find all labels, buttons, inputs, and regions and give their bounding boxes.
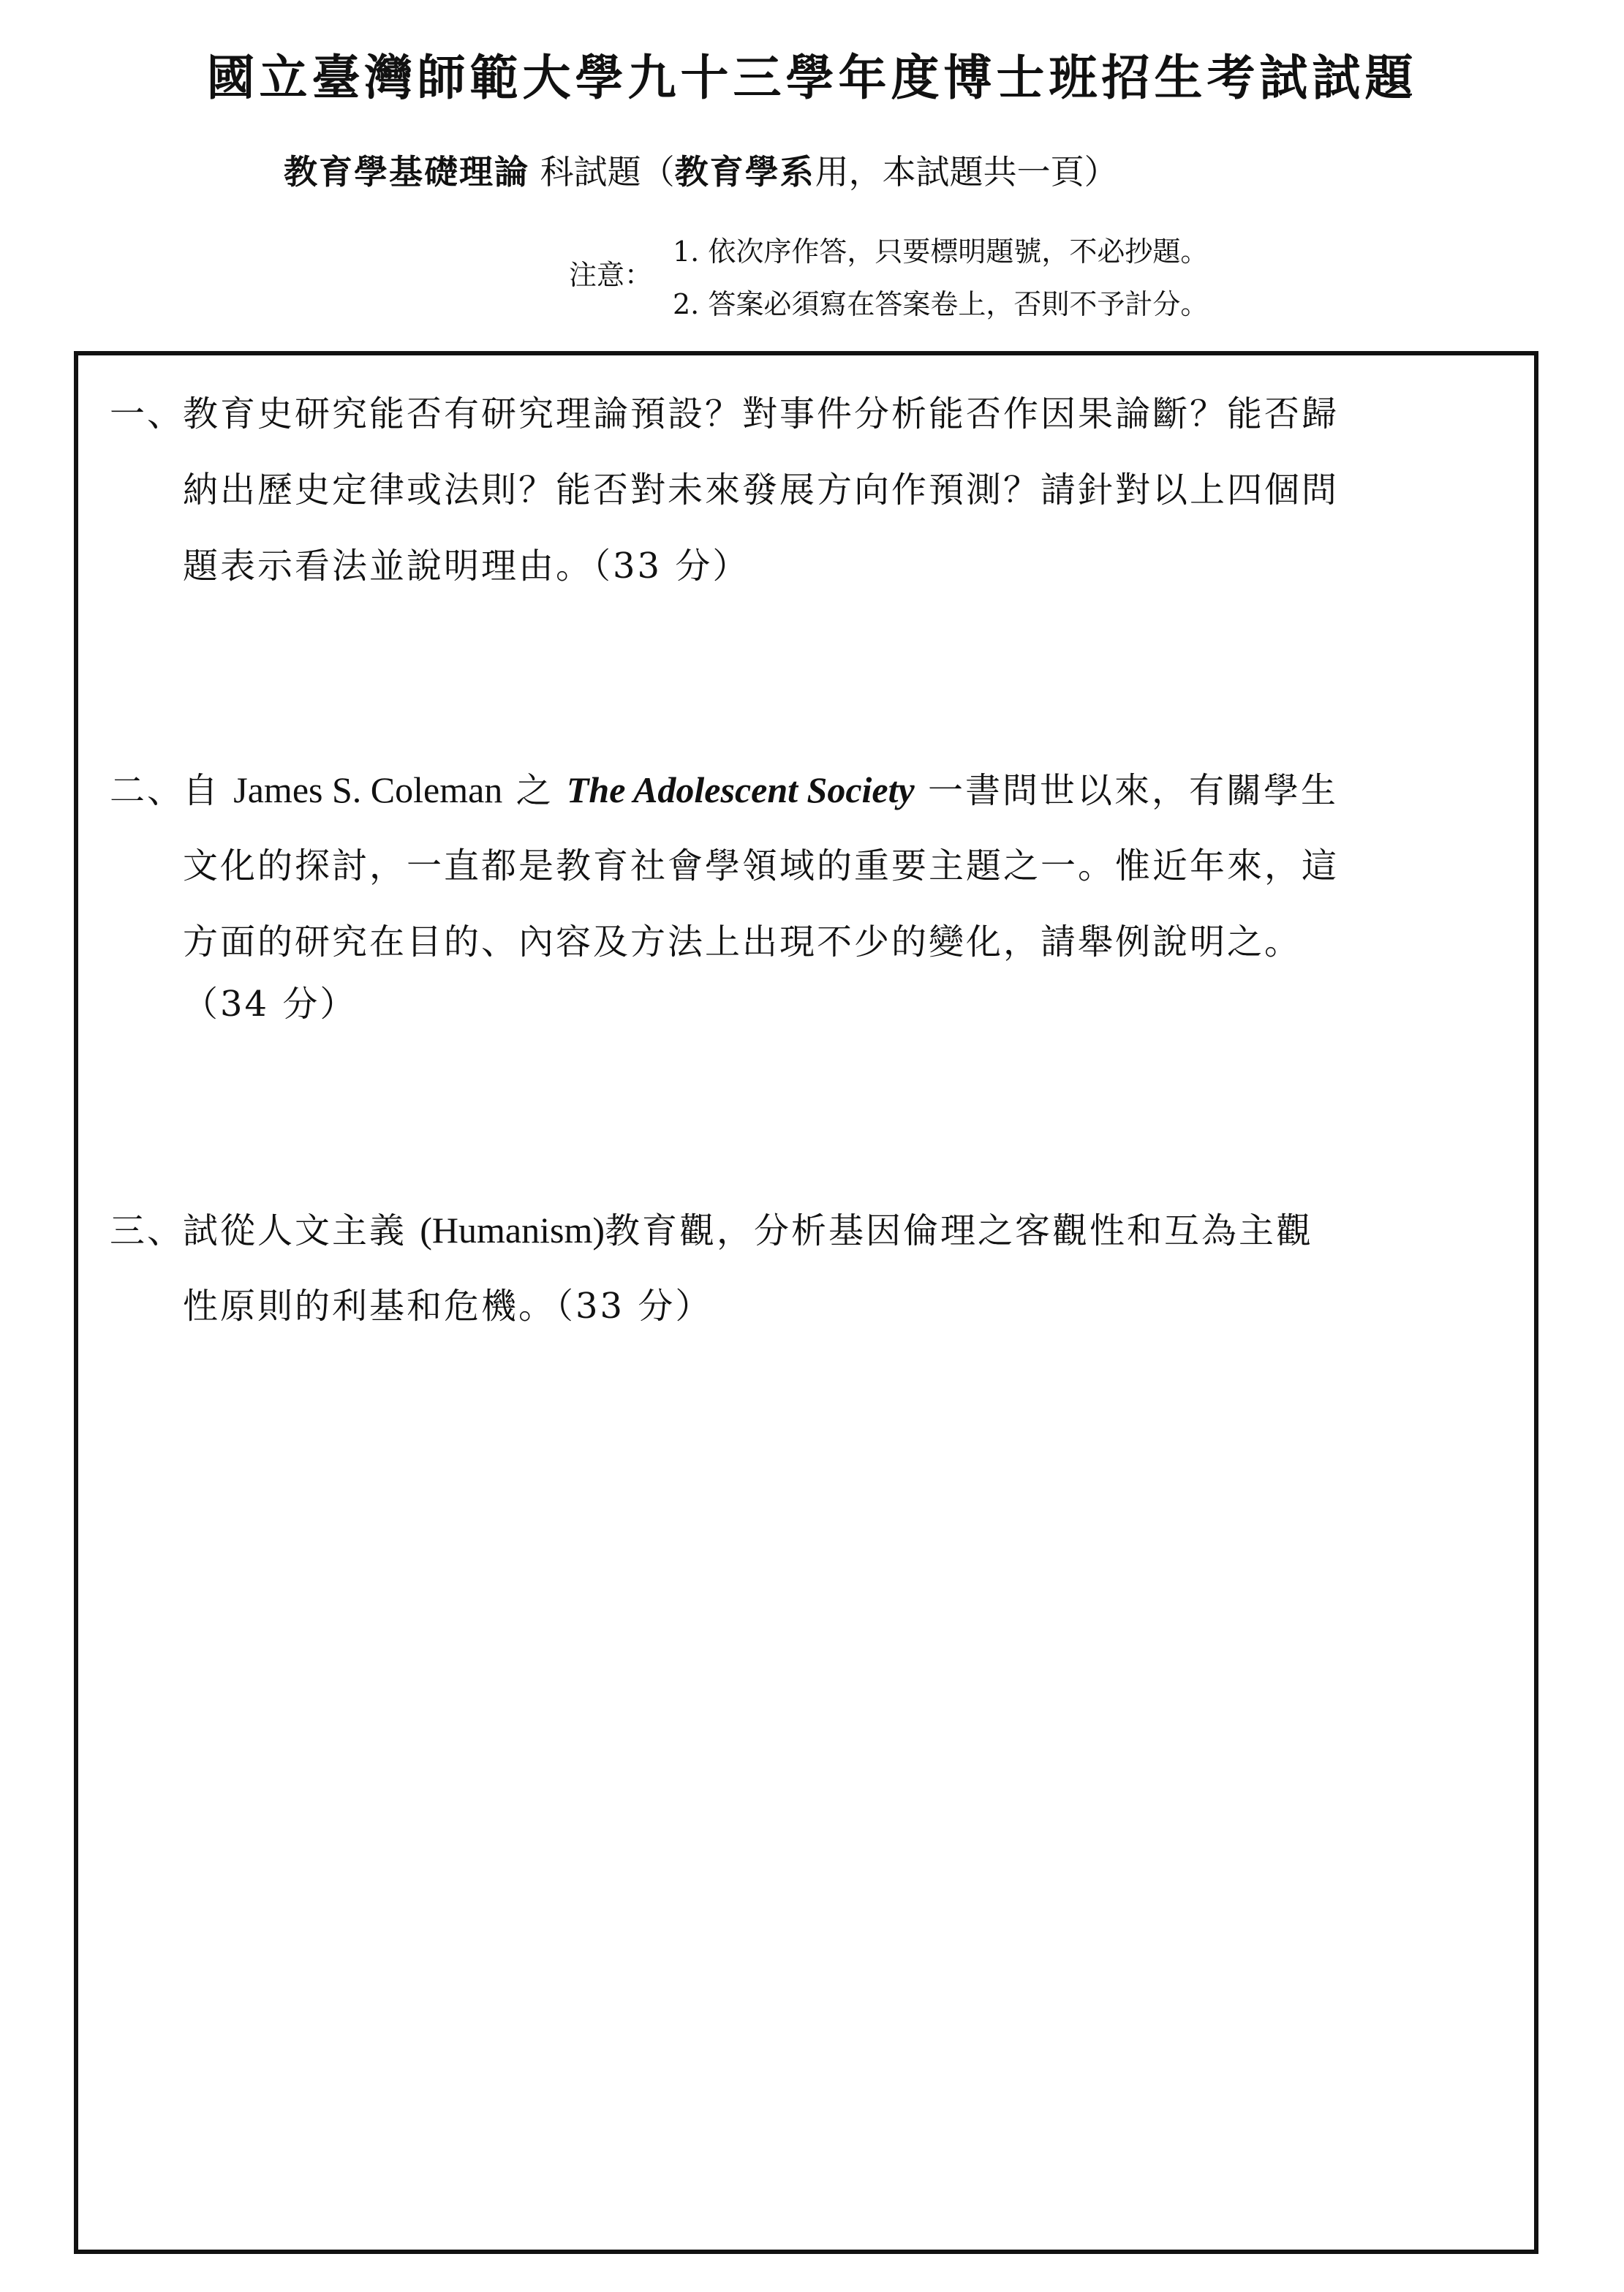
book-title: The Adolescent Society: [566, 769, 915, 810]
question-text: 納出歷史定律或法則？能否對未來發展方向作預測？請針對以上四個問: [183, 470, 1340, 510]
note-item: 2. 答案必須寫在答案卷上，否則不予計分。: [673, 288, 1209, 320]
subject-suffix: 科試題（: [540, 152, 675, 192]
question-text: 方面的研究在目的、內容及方法上出現不少的變化，請舉例說明之。: [183, 921, 1302, 962]
question-number: 二、: [110, 770, 185, 811]
exam-title: 國立臺灣師範大學九十三學年度博士班招生考試試題: [206, 50, 1418, 106]
notes-label: 注意：: [569, 259, 653, 291]
question-line: [110, 1192, 1313, 1268]
department-name: 教育學系: [674, 152, 815, 192]
question-2: [110, 752, 1339, 1028]
question-score: （34 分）: [183, 984, 358, 1025]
question-text: 文化的探討，一直都是教育社會學領域的重要主題之一。惟近年來，這: [183, 845, 1340, 886]
question-text: 自: [183, 770, 221, 811]
question-text: 教育觀，分析基因倫理之客觀性和互為主觀: [605, 1210, 1314, 1251]
subject-name: 教育學基礎理論: [284, 152, 529, 192]
department-suffix: 用，本試題共一頁）: [815, 152, 1118, 192]
question-text: 題表示看法並說明理由。（33 分）: [183, 546, 750, 587]
question-text: 之: [515, 770, 554, 811]
question-text: 一書問世以來，有關學生: [927, 770, 1338, 811]
question-1: [110, 376, 1339, 604]
question-number: 三、: [110, 1210, 185, 1251]
question-line: [110, 752, 1339, 828]
note-item: 1. 依次序作答，只要標明題號，不必抄題。: [673, 235, 1209, 268]
question-number: 一、: [110, 393, 185, 434]
humanism-term: (Humanism): [420, 1210, 605, 1251]
question-text: 性原則的利基和危機。（33 分）: [183, 1286, 713, 1327]
exam-subtitle: [284, 146, 1118, 197]
question-line: [110, 376, 1339, 452]
question-text: 教育史研究能否有研究理論預設？對事件分析能否作因果論斷？能否歸: [183, 393, 1340, 434]
question-text: 試從人文主義: [183, 1210, 407, 1251]
author-name: James S. Coleman: [233, 769, 503, 810]
question-3: [110, 1192, 1313, 1344]
notes-list: [673, 225, 1208, 331]
